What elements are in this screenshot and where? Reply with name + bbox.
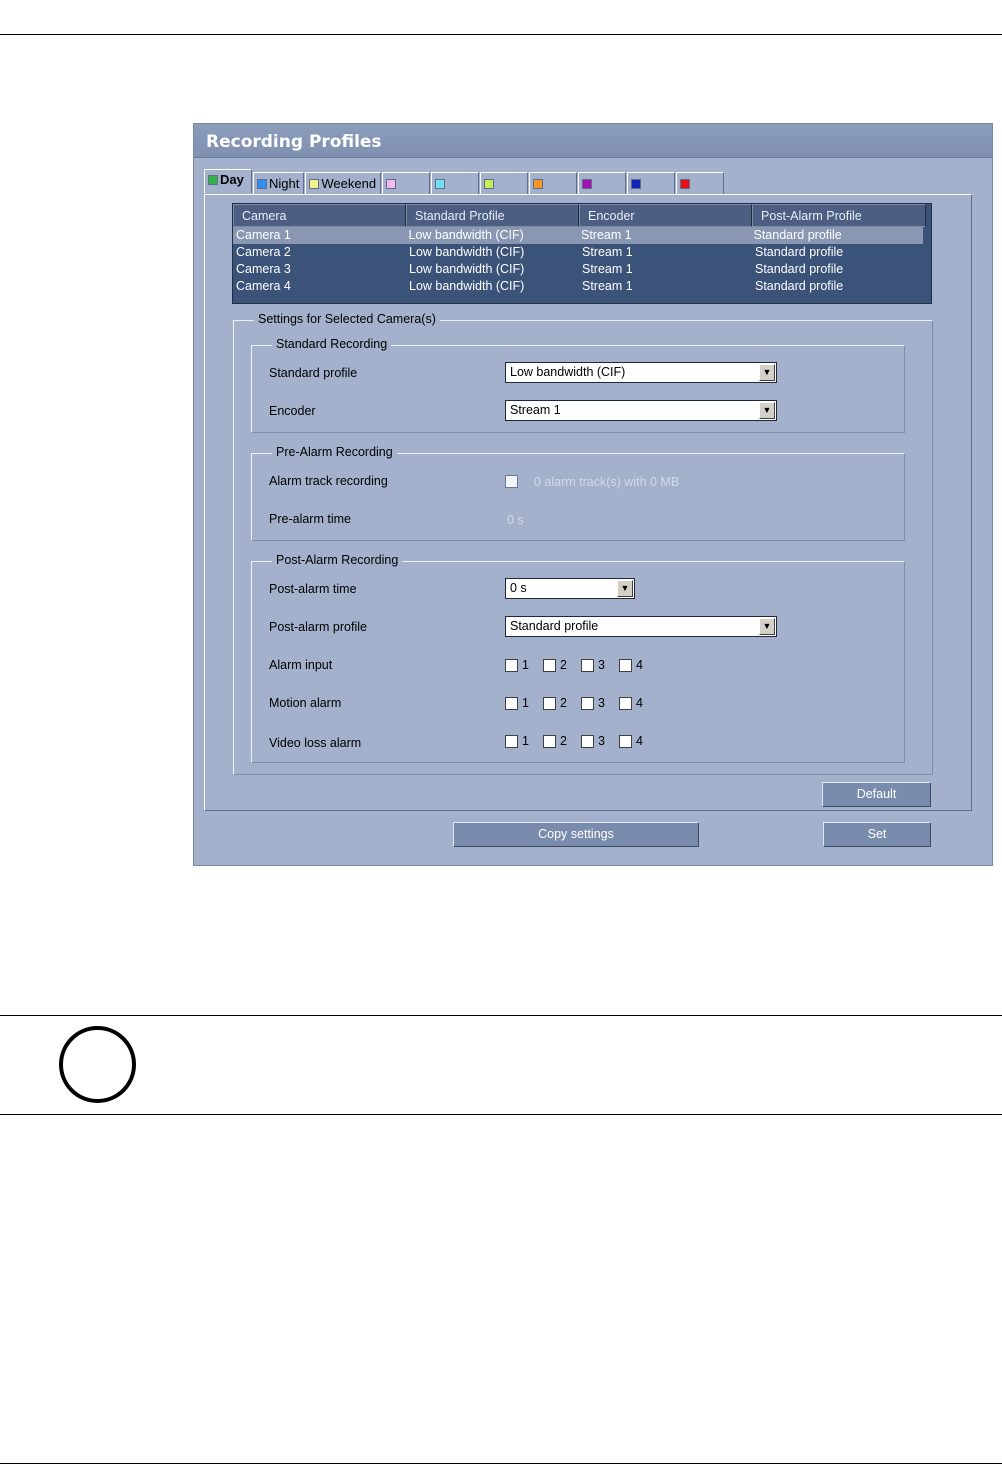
cell-standard-profile: Low bandwidth (CIF) [409, 279, 525, 293]
checkbox-label: 3 [598, 658, 605, 672]
motion-alarm-checkbox-4[interactable] [619, 697, 632, 710]
red-color-swatch [680, 179, 690, 189]
cell-standard-profile: Low bandwidth (CIF) [409, 262, 525, 276]
pre-alarm-time-label: Pre-alarm time [269, 512, 351, 526]
video-loss-checkbox-1[interactable] [505, 735, 518, 748]
chevron-down-icon[interactable]: ▼ [617, 580, 633, 597]
encoder-select[interactable] [505, 400, 777, 421]
cell-post-alarm-profile: Standard profile [755, 245, 844, 259]
set-button[interactable]: Set [823, 822, 931, 847]
alarm-input-checkbox-4[interactable] [619, 659, 632, 672]
cell-encoder: Stream 1 [581, 228, 632, 242]
tab-lime[interactable] [480, 172, 528, 194]
cell-camera: Camera 3 [236, 262, 291, 276]
note-bottom-rule [0, 1114, 1002, 1115]
post-alarm-recording-legend: Post-Alarm Recording [272, 553, 402, 567]
camera-table[interactable] [232, 203, 932, 304]
tab-purple[interactable] [578, 172, 626, 194]
cell-encoder: Stream 1 [582, 262, 633, 276]
checkbox-label: 1 [522, 734, 529, 748]
tab-pink[interactable] [382, 172, 430, 194]
day-color-swatch [208, 175, 218, 185]
encoder-label: Encoder [269, 404, 316, 418]
checkbox-label: 3 [598, 734, 605, 748]
cell-camera: Camera 4 [236, 279, 291, 293]
table-row[interactable] [233, 244, 931, 261]
column-header-encoder[interactable]: Encoder [579, 204, 752, 227]
tab-blue[interactable] [627, 172, 675, 194]
chevron-down-icon[interactable]: ▼ [759, 364, 775, 381]
info-circle-icon [59, 1026, 136, 1103]
table-header [233, 204, 931, 227]
pre-alarm-recording-legend: Pre-Alarm Recording [272, 445, 397, 459]
night-color-swatch [257, 179, 267, 189]
tab-label: Night [269, 176, 300, 191]
checkbox-label: 4 [636, 658, 643, 672]
tab-night[interactable] [253, 172, 304, 194]
column-header-post-alarm-profile[interactable]: Post-Alarm Profile [752, 204, 926, 227]
tab-red[interactable] [676, 172, 724, 194]
pre-alarm-time-value: 0 s [507, 513, 524, 527]
top-rule [0, 34, 1002, 35]
pre-alarm-recording-group [251, 445, 905, 541]
cell-camera: Camera 1 [236, 228, 291, 242]
panel-title: Recording Profiles [194, 124, 992, 158]
encoder-value: Stream 1 [510, 403, 561, 417]
profile-tabs [204, 172, 725, 194]
alarm-input-label: Alarm input [269, 658, 333, 672]
standard-profile-label: Standard profile [269, 366, 358, 380]
tab-cyan[interactable] [431, 172, 479, 194]
copy-settings-button[interactable]: Copy settings [453, 822, 699, 847]
checkbox-label: 2 [560, 696, 567, 710]
standard-profile-select[interactable] [505, 362, 777, 383]
orange-color-swatch [533, 179, 543, 189]
column-header-standard-profile[interactable]: Standard Profile [406, 204, 579, 227]
tab-day[interactable] [204, 169, 252, 193]
checkbox-label: 2 [560, 658, 567, 672]
alarm-track-info: 0 alarm track(s) with 0 MB [534, 475, 680, 489]
table-row[interactable] [233, 261, 931, 278]
motion-alarm-checkbox-2[interactable] [543, 697, 556, 710]
cell-post-alarm-profile: Standard profile [755, 262, 844, 276]
video-loss-checkbox-2[interactable] [543, 735, 556, 748]
bottom-rule [0, 1463, 1002, 1464]
video-loss-checkbox-4[interactable] [619, 735, 632, 748]
blue-color-swatch [631, 179, 641, 189]
chevron-down-icon[interactable]: ▼ [759, 402, 775, 419]
table-row[interactable] [233, 278, 931, 295]
table-row[interactable] [233, 227, 923, 244]
cyan-color-swatch [435, 179, 445, 189]
cell-standard-profile: Low bandwidth (CIF) [409, 245, 525, 259]
checkbox-label: 1 [522, 658, 529, 672]
alarm-track-recording-checkbox[interactable] [505, 475, 518, 488]
post-alarm-profile-label: Post-alarm profile [269, 620, 367, 634]
purple-color-swatch [582, 179, 592, 189]
note-top-rule [0, 1015, 1002, 1016]
alarm-input-checkbox-1[interactable] [505, 659, 518, 672]
motion-alarm-label: Motion alarm [269, 696, 342, 710]
cell-encoder: Stream 1 [582, 245, 633, 259]
weekend-color-swatch [309, 179, 319, 189]
checkbox-label: 4 [636, 696, 643, 710]
tab-orange[interactable] [529, 172, 577, 194]
standard-recording-legend: Standard Recording [272, 337, 391, 351]
lime-color-swatch [484, 179, 494, 189]
column-header-camera[interactable]: Camera [233, 204, 406, 227]
standard-profile-value: Low bandwidth (CIF) [510, 365, 626, 379]
alarm-input-checkbox-3[interactable] [581, 659, 594, 672]
tab-label: Weekend [321, 176, 377, 191]
video-loss-alarm-label: Video loss alarm [269, 736, 362, 750]
checkbox-label: 2 [560, 734, 567, 748]
tab-weekend[interactable] [305, 172, 381, 194]
motion-alarm-checkbox-3[interactable] [581, 697, 594, 710]
post-alarm-time-value: 0 s [510, 581, 527, 595]
cell-camera: Camera 2 [236, 245, 291, 259]
cell-standard-profile: Low bandwidth (CIF) [408, 228, 524, 242]
alarm-track-recording-label: Alarm track recording [269, 474, 388, 488]
pink-color-swatch [386, 179, 396, 189]
video-loss-checkbox-3[interactable] [581, 735, 594, 748]
cell-post-alarm-profile: Standard profile [753, 228, 842, 242]
recording-profiles-panel [193, 123, 993, 866]
tab-label: Day [220, 172, 244, 187]
post-alarm-time-select[interactable] [505, 578, 635, 599]
cell-encoder: Stream 1 [582, 279, 633, 293]
checkbox-label: 4 [636, 734, 643, 748]
settings-legend: Settings for Selected Camera(s) [254, 312, 440, 326]
post-alarm-profile-select[interactable] [505, 616, 777, 637]
post-alarm-time-label: Post-alarm time [269, 582, 357, 596]
motion-alarm-checkbox-1[interactable] [505, 697, 518, 710]
post-alarm-profile-value: Standard profile [510, 619, 599, 633]
checkbox-label: 3 [598, 696, 605, 710]
default-button[interactable]: Default [822, 782, 931, 807]
cell-post-alarm-profile: Standard profile [755, 279, 844, 293]
alarm-input-checkbox-2[interactable] [543, 659, 556, 672]
chevron-down-icon[interactable]: ▼ [759, 618, 775, 635]
checkbox-label: 1 [522, 696, 529, 710]
